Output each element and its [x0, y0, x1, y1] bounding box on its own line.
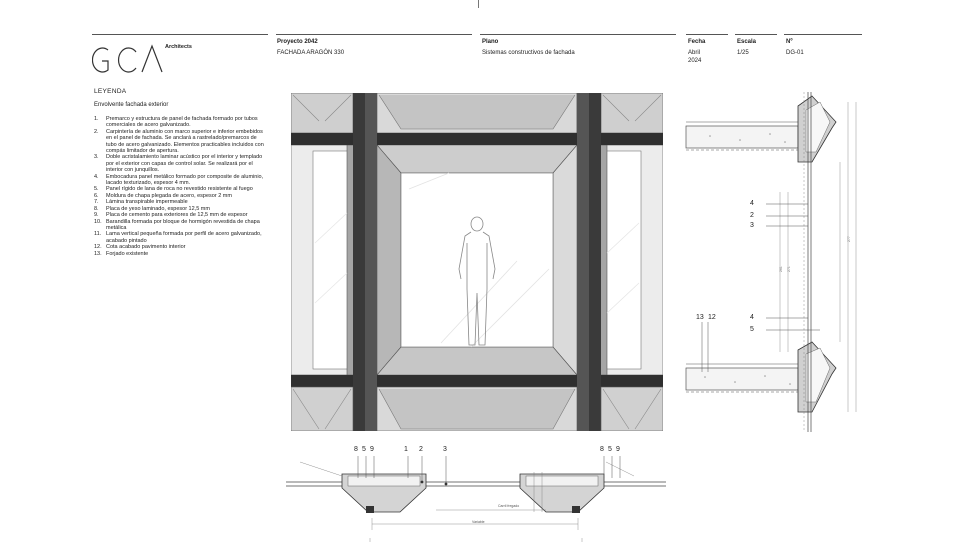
escala-label: Escala: [737, 39, 757, 45]
plan-note-variable: Variable: [472, 520, 485, 524]
legend-item-number: 12.: [94, 244, 102, 251]
header-rule-plano: [480, 34, 676, 35]
header-rule-escala: [735, 34, 777, 35]
project-value: FACHADA ARAGÓN 330: [277, 50, 345, 56]
plan-callout-left-5: 5: [362, 446, 366, 453]
legend-item-number: 5.: [94, 186, 99, 193]
plan-callout-right-9: 9: [616, 446, 620, 453]
legend-item-number: 1.: [94, 116, 99, 122]
num-label: Nº: [786, 39, 793, 45]
header-rule-fecha: [686, 34, 728, 35]
facade-elevation-drawing: [291, 93, 663, 431]
plan-callout-left-9: 9: [370, 446, 374, 453]
legend-item-text: Premarco y estructura de panel de fachada formado por tubos: [106, 116, 258, 122]
legend-item: [94, 251, 269, 257]
plano-value: Sistemas constructivos de fachada: [482, 50, 575, 56]
plan-callout-right-5: 5: [608, 446, 612, 453]
legend-item-text: metálica: [106, 224, 127, 231]
legend-item-text: Placa de cemento para exteriores de 12,5 mm de espesor: [106, 212, 248, 219]
project-label: Proyecto 2042: [277, 39, 318, 45]
top-tick: [478, 0, 479, 8]
legend-item-text: Embocadura panel metálico formado por composite de aluminio,: [106, 173, 264, 180]
legend-item-number: 7.: [94, 199, 99, 206]
section-callout-upper-3: 3: [750, 222, 754, 229]
section-callout-upper-1: 4: [750, 200, 754, 207]
num-value: DG-01: [786, 50, 804, 56]
legend-item-text: Doble acristalamiento laminar acústico por el interior y templado: [106, 154, 263, 161]
plan-note-carril: Carril fregado: [498, 504, 520, 508]
legend-item-number: 3.: [94, 154, 99, 161]
horizontal-plan-section-drawing: [286, 452, 666, 542]
section-callout-lower-right-2: 5: [750, 326, 754, 333]
legend-item-text: Carpintería de aluminio con marco superior e inferior embebidos: [106, 128, 263, 135]
legend-item-text: Lama vertical pequeña formada por perfil de acero galvanizado,: [106, 231, 262, 238]
escala-value: 1/25: [737, 50, 749, 56]
legend-item-number: 13.: [94, 250, 102, 257]
section-callout-lower-left-1: 13: [696, 314, 704, 321]
legend-item-text: Cota acabado pavimento interior: [106, 244, 186, 251]
svg-text:261: 261: [779, 266, 783, 272]
legend-item-text: Lámina transpirable impermeable: [106, 199, 188, 206]
legend-item-number: 11.: [94, 231, 102, 238]
header-rule-logo: [92, 34, 268, 35]
legend-item-text: Barandilla formada por bloque de hormigón revestida de chapa: [106, 218, 260, 225]
legend-item-text: interior con junquillos.: [106, 167, 160, 174]
plan-callout-right-8: 8: [600, 446, 604, 453]
fecha-year: 2024: [688, 58, 702, 64]
plan-callout-3: 3: [443, 446, 447, 453]
plan-callout-left-8: 8: [354, 446, 358, 453]
legend-list: [94, 116, 269, 257]
legend-item-text: en el panel de fachada. Se anclará a rastrelado/premarcos de: [106, 135, 257, 142]
section-callout-lower-right-1: 4: [750, 314, 754, 321]
legend-item-text: acabado pintado: [106, 237, 147, 244]
section-callout-upper-2: 2: [750, 212, 754, 219]
legend-item-number: 10.: [94, 218, 102, 225]
header-rule-project: [276, 34, 472, 35]
legend-item-text: tubo de acero galvanizado. Elementos practicables incluidos con: [106, 141, 264, 148]
logo-subtitle: Architects: [165, 44, 192, 50]
legend-item-text: por el exterior con capas de control solar. Se realizará por el: [106, 160, 253, 167]
plano-label: Plano: [482, 39, 499, 45]
legend-item-text: comerciales de acero galvanizado.: [106, 122, 191, 129]
gca-logo: [92, 40, 172, 80]
section-callout-lower-left-2: 12: [708, 314, 716, 321]
header-rule-num: [784, 34, 862, 35]
legend-item-number: 4.: [94, 173, 99, 180]
plan-callout-1: 1: [404, 446, 408, 453]
plan-callout-2: 2: [419, 446, 423, 453]
legend-item-text: compás limitador de apertura.: [106, 148, 179, 155]
legend-item-text: Forjado existente: [106, 250, 149, 257]
fecha-month: Abril: [688, 50, 701, 56]
legend-item-number: 9.: [94, 212, 99, 219]
svg-text:271: 271: [787, 266, 791, 272]
svg-text:277: 277: [847, 236, 851, 242]
legend-item-number: 2.: [94, 128, 99, 135]
legend-subtitle: Envolvente fachada exterior: [94, 102, 169, 108]
legend-title: LEYENDA: [94, 88, 127, 95]
legend-item-number: 8.: [94, 205, 99, 212]
fecha-label: Fecha: [688, 39, 706, 45]
legend-item-text: lacado texturizado, espesor 4 mm.: [106, 180, 191, 187]
vertical-section-drawing: [680, 92, 866, 432]
legend-item-text: Moldura de chapa plegada de acero, espesor 2 mm: [106, 192, 232, 199]
legend-item-text: Panel rígido de lana de roca no revestido resistente al fuego: [106, 186, 253, 193]
legend-item-text: Placa de yeso laminado, espesor 12,5 mm: [106, 205, 210, 212]
legend-item-number: 6.: [94, 192, 99, 199]
